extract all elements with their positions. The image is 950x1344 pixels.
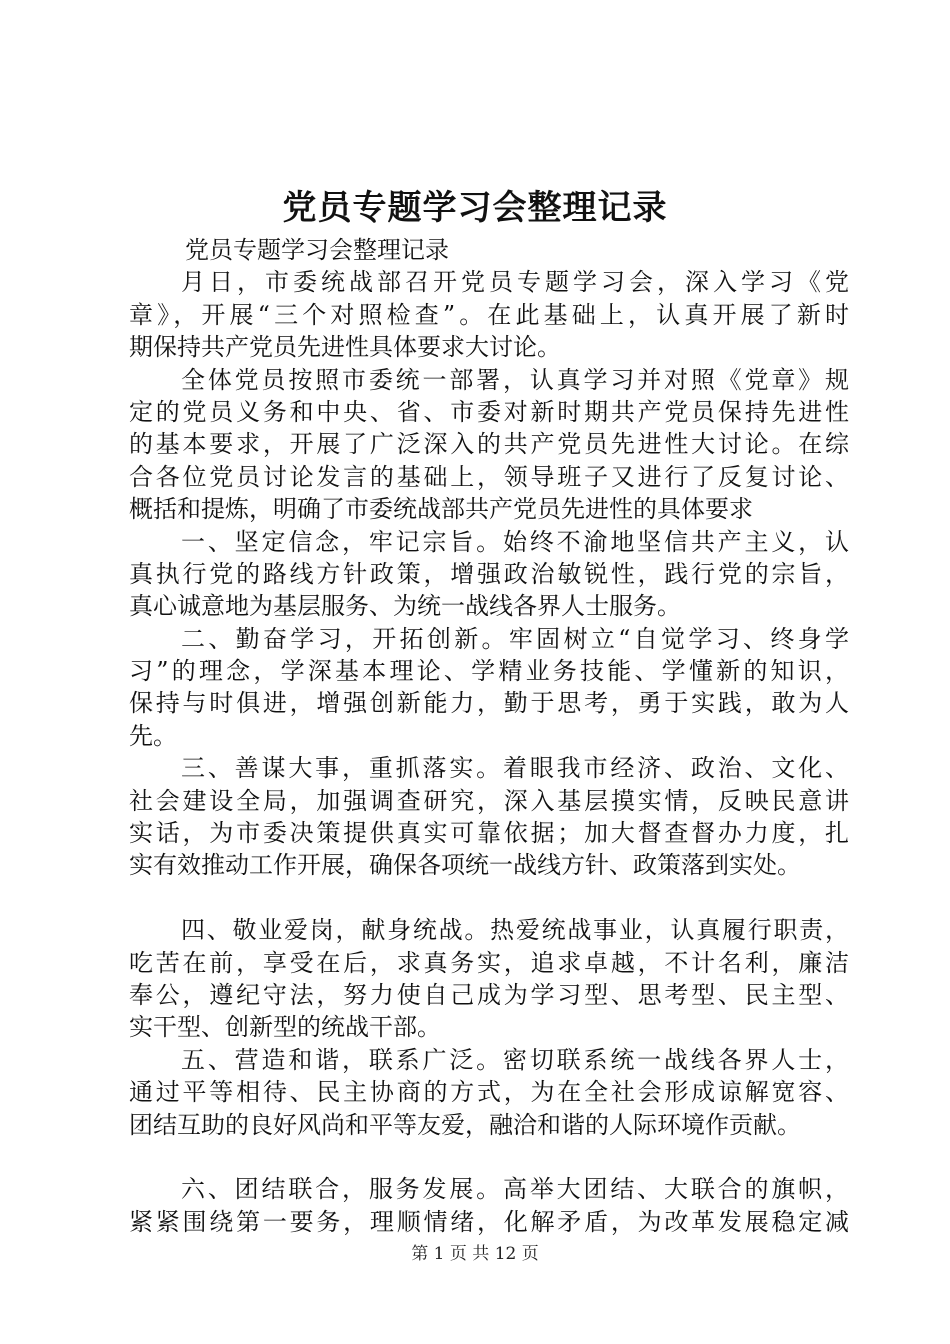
paragraph-line: 真心诚意地为基层服务、为统一战线各界人士服务。 (129, 592, 681, 621)
paragraph-line: 的基本要求，开展了广泛深入的共产党员先进性大讨论。在综 (129, 430, 849, 459)
paragraph-line: 真执行党的路线方针政策，增强政治敏锐性，践行党的宗旨， (129, 559, 849, 588)
document-title: 党员专题学习会整理记录 (282, 188, 668, 228)
paragraph-line: 先。 (129, 721, 177, 750)
paragraph-line: 通过平等相待、民主协商的方式，为在全社会形成谅解宽容、 (129, 1078, 849, 1107)
paragraph-line: 四、敬业爱岗，献身统战。热爱统战事业，认真履行职责， (181, 916, 849, 945)
paragraph-line: 保持与时俱进，增强创新能力，勤于思考，勇于实践，敢为人 (129, 689, 849, 718)
paragraph-line: 习”的理念，学深基本理论、学精业务技能、学懂新的知识， (129, 657, 849, 686)
paragraph-line: 实干型、创新型的统战干部。 (129, 1013, 441, 1042)
paragraph-line: 实有效推动工作开展，确保各项统一战线方针、政策落到实处。 (129, 851, 801, 880)
paragraph-line: 五、营造和谐，联系广泛。密切联系统一战线各界人士， (181, 1045, 849, 1074)
paragraph-line: 实话，为市委决策提供真实可靠依据；加大督查督办力度，扎 (129, 819, 849, 848)
paragraph-line: 吃苦在前，享受在后，求真务实，追求卓越，不计名利，廉洁 (129, 948, 849, 977)
paragraph-line: 紧紧围绕第一要务，理顺情绪，化解矛盾，为改革发展稳定减 (129, 1207, 849, 1236)
paragraph-line: 奉公，遵纪守法，努力使自己成为学习型、思考型、民主型、 (129, 980, 849, 1009)
paragraph-line: 团结互助的良好风尚和平等友爱，融洽和谐的人际环境作贡献。 (129, 1110, 801, 1139)
paragraph-gap (129, 1141, 849, 1173)
paragraph-line: 一、坚定信念，牢记宗旨。始终不渝地坚信共产主义，认 (181, 527, 849, 556)
paragraph-line: 二、勤奋学习，开拓创新。牢固树立“自觉学习、终身学 (181, 624, 849, 653)
paragraph-line: 章》，开展“三个对照检查”。在此基础上，认真开展了新时 (129, 300, 849, 329)
paragraph-line: 合各位党员讨论发言的基础上，领导班子又进行了反复讨论、 (129, 462, 849, 491)
paragraph-line: 概括和提炼，明确了市委统战部共产党员先进性的具体要求 (129, 495, 753, 524)
paragraph-line: 六、团结联合，服务发展。高举大团结、大联合的旗帜， (181, 1175, 849, 1204)
document-body (129, 234, 849, 1238)
paragraph-line: 全体党员按照市委统一部署，认真学习并对照《党章》规 (181, 365, 849, 394)
paragraph-line: 期保持共产党员先进性具体要求大讨论。 (129, 333, 561, 362)
paragraph-line: 三、善谋大事，重抓落实。着眼我市经济、政治、文化、 (181, 754, 849, 783)
paragraph-line: 社会建设全局，加强调查研究，深入基层摸实情，反映民意讲 (129, 786, 849, 815)
paragraph-line: 月日，市委统战部召开党员专题学习会，深入学习《党 (181, 268, 849, 297)
page-number-footer: 第 1 页 共 12 页 (411, 1244, 539, 1264)
subtitle-line: 党员专题学习会整理记录 (185, 236, 449, 264)
paragraph-line: 定的党员义务和中央、省、市委对新时期共产党员保持先进性 (129, 397, 849, 426)
paragraph-gap (129, 882, 849, 914)
